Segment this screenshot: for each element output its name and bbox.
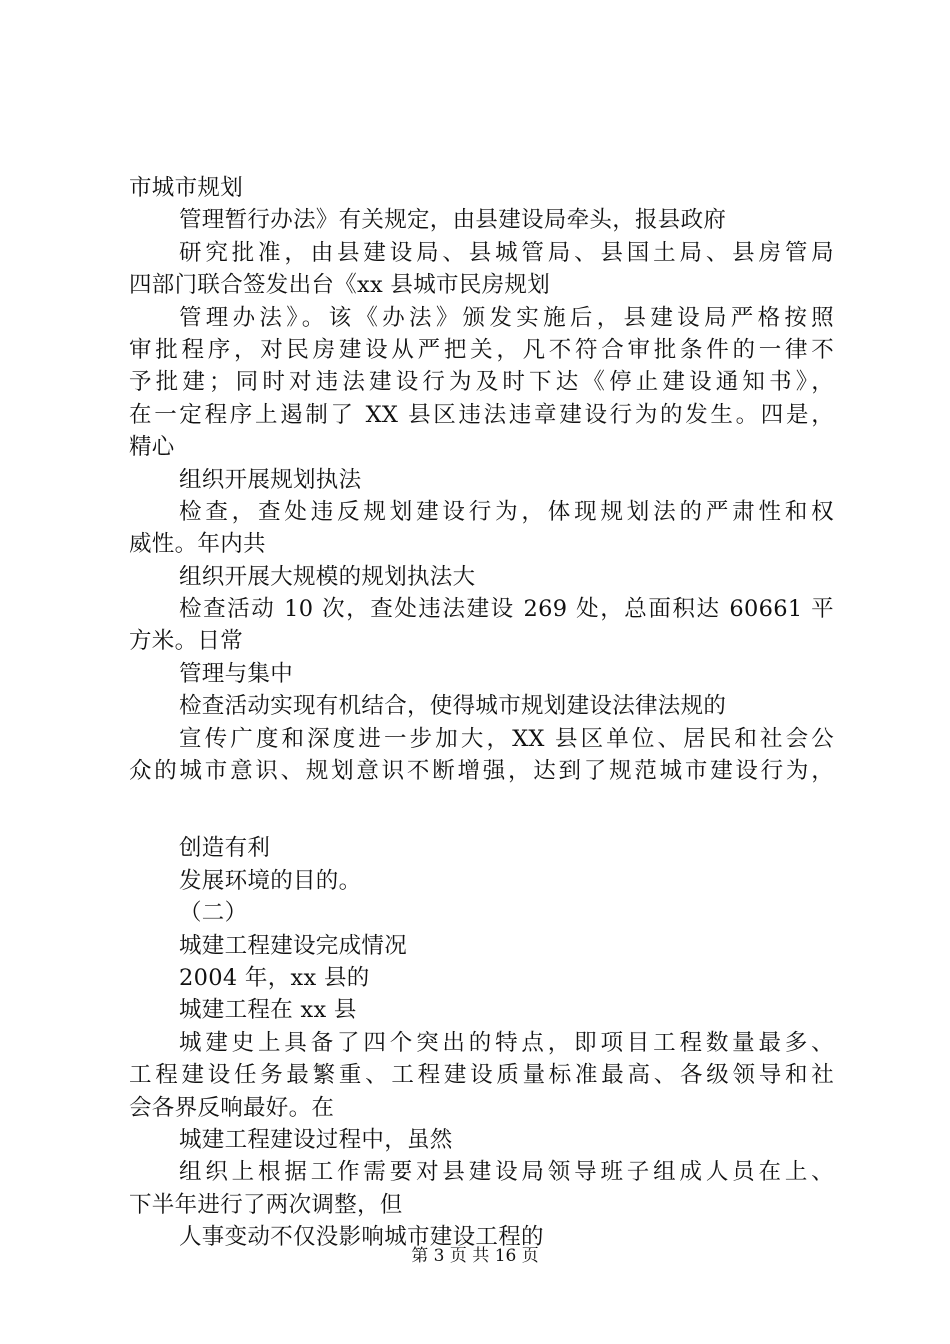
text-line: 四部门联合签发出台《xx 县城市民房规划	[129, 272, 551, 299]
text-line: 组织开展规划执法	[179, 466, 362, 493]
text-line: 精心	[129, 434, 175, 461]
text-line: 城建史上具备了四个突出的特点，即项目工程数量最多、	[179, 1029, 834, 1056]
text-line: 市城市规划	[129, 175, 244, 201]
text-line: 宣传广度和深度进一步加大，XX 县区单位、居民和社会公	[179, 725, 834, 752]
text-line: 人事变动不仅没影响城市建设工程的	[179, 1224, 544, 1251]
paragraph-gap	[129, 787, 834, 832]
text-line: 方米。日常	[129, 628, 244, 655]
text-line: 众的城市意识、规划意识不断增强，达到了规范城市建设行为，	[129, 758, 834, 785]
text-line: 城建工程建设过程中，虽然	[179, 1126, 453, 1153]
text-line: 检查活动 10 次，查处违法建设 269 处，总面积达 60661 平	[179, 596, 834, 623]
text-line: 组织开展大规模的规划执法大	[179, 563, 476, 590]
text-line: 威性。年内共	[129, 531, 266, 558]
text-line: 管理与集中	[179, 660, 294, 687]
text-line: （二）	[179, 900, 248, 927]
text-line: 予批建；同时对违法建设行为及时下达《停止建设通知书》，	[129, 369, 834, 396]
text-line: 检查活动实现有机结合，使得城市规划建设法律法规的	[179, 693, 727, 720]
document-body	[129, 172, 834, 1254]
text-line: 2004 年，xx 县的	[179, 964, 370, 991]
text-line: 城建工程在 xx 县	[179, 997, 357, 1024]
text-line: 审批程序，对民房建设从严把关，凡不符合审批条件的一律不	[129, 336, 834, 363]
text-line: 下半年进行了两次调整，但	[129, 1191, 403, 1218]
text-line: 发展环境的目的。	[179, 867, 362, 894]
text-line: 会各界反响最好。在	[129, 1094, 335, 1121]
text-line: 组织上根据工作需要对县建设局领导班子组成人员在上、	[179, 1159, 834, 1186]
text-line: 创造有利	[179, 835, 271, 862]
text-line: 管理办法》。该《办法》颁发实施后，县建设局严格按照	[179, 304, 834, 331]
text-line: 检查，查处违反规划建设行为，体现规划法的严肃性和权	[179, 498, 834, 525]
text-line: 工程建设任务最繁重、工程建设质量标准最高、各级领导和社	[129, 1062, 834, 1089]
text-line: 研究批准，由县建设局、县城管局、县国土局、县房管局	[179, 239, 834, 266]
text-line: 管理暂行办法》有关规定，由县建设局牵头，报县政府	[179, 207, 727, 234]
page-number-footer: 第 3 页 共 16 页	[411, 1246, 539, 1266]
text-line: 城建工程建设完成情况	[179, 932, 408, 959]
text-line: 在一定程序上遏制了 XX 县区违法违章建设行为的发生。四是，	[129, 401, 834, 428]
